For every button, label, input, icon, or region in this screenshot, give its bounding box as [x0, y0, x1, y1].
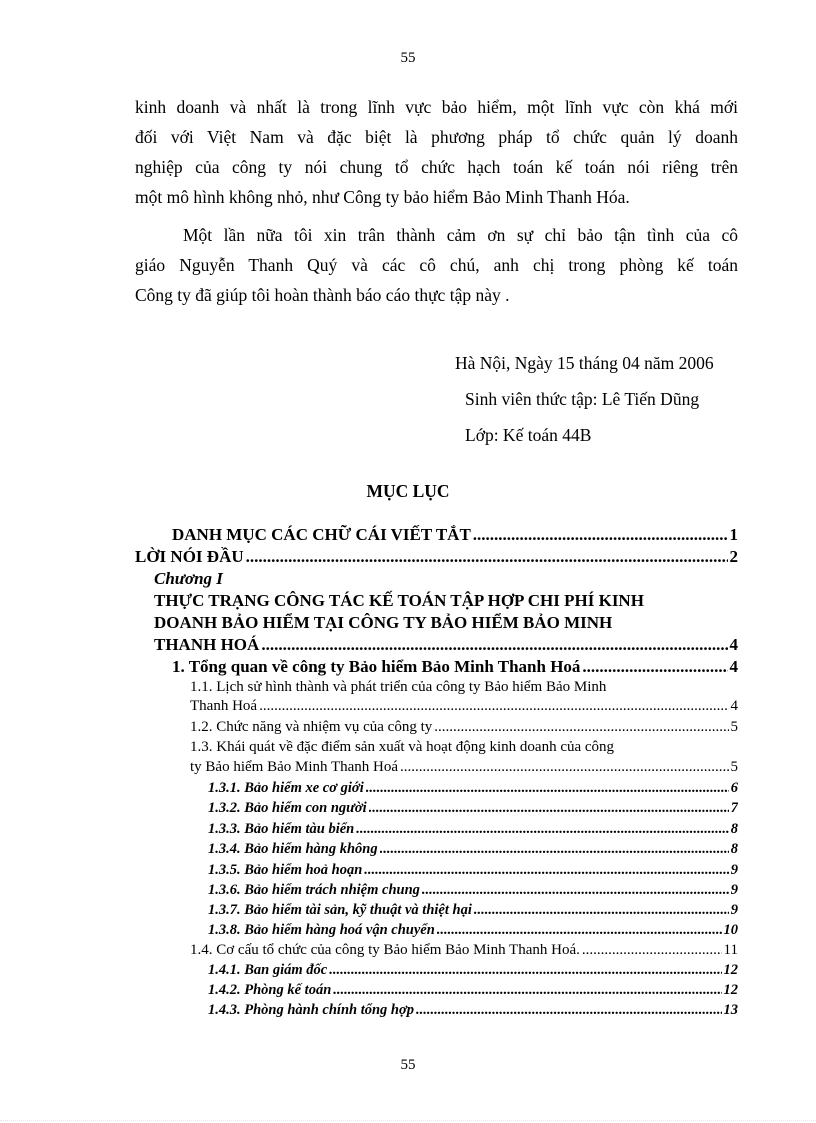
toc-chapter-label: Chương I	[154, 569, 223, 588]
text-line: nghiệp của công ty nói chung tổ chức hạch toán kế toán nói riêng trên	[135, 157, 738, 177]
toc-page: 8	[730, 821, 738, 837]
toc-leader	[261, 635, 727, 655]
toc-entry-1-3-7[interactable]	[208, 902, 738, 919]
toc-page: 7	[730, 800, 738, 816]
toc-page: 12	[723, 962, 738, 978]
toc-entry-1-1-line1: 1.1. Lịch sử hình thành và phát triển của công ty Bảo hiểm Bảo Minh	[190, 679, 607, 695]
toc-label: 1.3.4. Bảo hiểm hàng không	[208, 841, 378, 857]
text-line: Công ty đã giúp tôi hoàn thành báo cáo thực tập này .	[135, 285, 510, 305]
text-line: đối với Việt Nam và đặc biệt là phương pháp tổ chức quản lý doanh	[135, 127, 738, 147]
toc-entry-1-3-4[interactable]	[208, 841, 738, 858]
toc-entry-1-3-2[interactable]	[208, 800, 738, 817]
toc-title: MỤC LỤC	[366, 481, 450, 501]
toc-leader	[422, 882, 729, 899]
toc-leader	[473, 525, 728, 545]
toc-page: 2	[729, 547, 738, 566]
text-line: một mô hình không nhỏ, như Công ty bảo hiểm Bảo Minh Thanh Hóa.	[135, 187, 630, 207]
toc-label: LỜI NÓI ĐẦU	[135, 547, 244, 566]
toc-leader	[582, 657, 727, 677]
toc-label: 1.2. Chức năng và nhiệm vụ của công ty	[190, 719, 433, 735]
toc-page: 6	[730, 780, 738, 796]
page-number-bottom: 55	[400, 1057, 416, 1073]
toc-label: 1.4.1. Ban giám đốc	[208, 962, 328, 978]
text-line: giáo Nguyễn Thanh Quý và các cô chú, anh chị trong phòng kế toán	[135, 255, 738, 275]
toc-label: 1.3.5. Bảo hiểm hoả hoạn	[208, 862, 363, 878]
toc-label: 1.3.3. Bảo hiểm tàu biển	[208, 821, 355, 837]
paragraph-conclusion	[135, 92, 738, 212]
toc-chapter-title-line: DOANH BẢO HIỂM TẠI CÔNG TY BẢO HIỂM BẢO MINH	[154, 613, 613, 632]
toc-entry-1-2[interactable]	[190, 719, 738, 736]
toc-leader	[246, 547, 728, 567]
text-line: Một lần nữa tôi xin trân thành cảm ơn sự chỉ bảo tận tình của cô	[183, 225, 738, 245]
toc-page: 5	[730, 759, 738, 775]
toc-label: 1.3.8. Bảo hiểm hàng hoá vận chuyển	[208, 922, 435, 938]
toc-page: 5	[730, 719, 738, 735]
toc-label: 1.3.6. Bảo hiểm trách nhiệm chung	[208, 882, 420, 898]
toc-entry-1-3-5[interactable]	[208, 862, 738, 879]
toc-entry-1-4-1[interactable]	[208, 962, 738, 979]
toc-leader	[400, 759, 728, 776]
toc-leader	[380, 841, 729, 858]
toc-entry-1-3-3[interactable]	[208, 821, 738, 838]
toc-label: 1.3.1. Bảo hiểm xe cơ giới	[208, 780, 364, 796]
toc-label: 1. Tổng quan về công ty Bảo hiểm Bảo Minh Thanh Hoá	[172, 657, 581, 676]
toc-leader	[329, 962, 721, 979]
toc-page: 1	[729, 525, 738, 544]
toc-page: 4	[730, 698, 738, 714]
toc-page: 12	[723, 982, 738, 998]
toc-leader	[356, 821, 729, 838]
toc-entry-abbreviations[interactable]	[172, 525, 738, 545]
toc-entry-1-1[interactable]	[190, 698, 738, 715]
toc-entry-1-3-1[interactable]	[208, 780, 738, 797]
signature-date: Hà Nội, Ngày 15 tháng 04 năm 2006	[455, 353, 714, 373]
toc-page: 9	[730, 862, 738, 878]
signature-class: Lớp: Kế toán 44B	[465, 425, 592, 445]
toc-leader	[364, 862, 728, 879]
toc-leader	[416, 1002, 721, 1019]
toc-chapter-title-line: THỰC TRẠNG CÔNG TÁC KẾ TOÁN TẬP HỢP CHI PHÍ KINH	[154, 591, 644, 610]
toc-page: 10	[723, 922, 738, 938]
toc-leader	[437, 922, 722, 939]
toc-leader	[474, 902, 729, 919]
toc-label: THANH HOÁ	[154, 635, 260, 654]
toc-label: DANH MỤC CÁC CHỮ CÁI VIẾT TẮT	[172, 525, 471, 544]
toc-entry-1-3-6[interactable]	[208, 882, 738, 899]
toc-page: 11	[723, 942, 738, 958]
toc-entry-1-4[interactable]	[190, 942, 738, 959]
toc-page: 9	[730, 882, 738, 898]
toc-entry-chapter-1[interactable]	[154, 635, 738, 655]
toc-leader	[369, 800, 729, 817]
toc-leader	[366, 780, 729, 797]
toc-leader	[434, 719, 728, 736]
toc-label: ty Bảo hiểm Bảo Minh Thanh Hoá	[190, 759, 399, 775]
toc-leader	[582, 942, 722, 959]
toc-entry-1-4-2[interactable]	[208, 982, 738, 999]
toc-label: 1.4. Cơ cấu tổ chức của công ty Bảo hiểm Bảo Minh Thanh Hoá.	[190, 942, 580, 958]
toc-entry-1-4-3[interactable]	[208, 1002, 738, 1019]
toc-entry-1-3-8[interactable]	[208, 922, 738, 939]
toc-label: 1.3.7. Bảo hiểm tài sản, kỹ thuật và thiệt hại	[208, 902, 472, 918]
toc-page: 4	[729, 635, 738, 654]
toc-entry-1-3[interactable]	[190, 759, 738, 776]
toc-page: 13	[723, 1002, 738, 1018]
toc-entry-1-3-line1: 1.3. Khái quát về đặc điểm sản xuất và hoạt động kinh doanh của công	[190, 739, 615, 755]
toc-leader	[259, 698, 728, 715]
toc-entry-section-1[interactable]	[172, 657, 738, 677]
toc-page: 4	[729, 657, 738, 676]
toc-label: 1.4.3. Phòng hành chính tổng hợp	[208, 1002, 415, 1018]
toc-entry-intro[interactable]	[135, 547, 738, 567]
page-edge-divider	[0, 1120, 816, 1121]
toc-page: 8	[730, 841, 738, 857]
toc-leader	[333, 982, 721, 999]
text-line: kinh doanh và nhất là trong lĩnh vực bảo hiểm, một lĩnh vực còn khá mới	[135, 97, 738, 117]
page-number-top: 55	[400, 50, 416, 66]
toc-label: Thanh Hoá	[190, 698, 258, 714]
toc-label: 1.3.2. Bảo hiểm con người	[208, 800, 367, 816]
toc-page: 9	[730, 902, 738, 918]
toc-label: 1.4.2. Phòng kế toán	[208, 982, 332, 998]
signature-student: Sinh viên thức tập: Lê Tiến Dũng	[465, 389, 700, 409]
paragraph-thanks	[135, 220, 738, 310]
